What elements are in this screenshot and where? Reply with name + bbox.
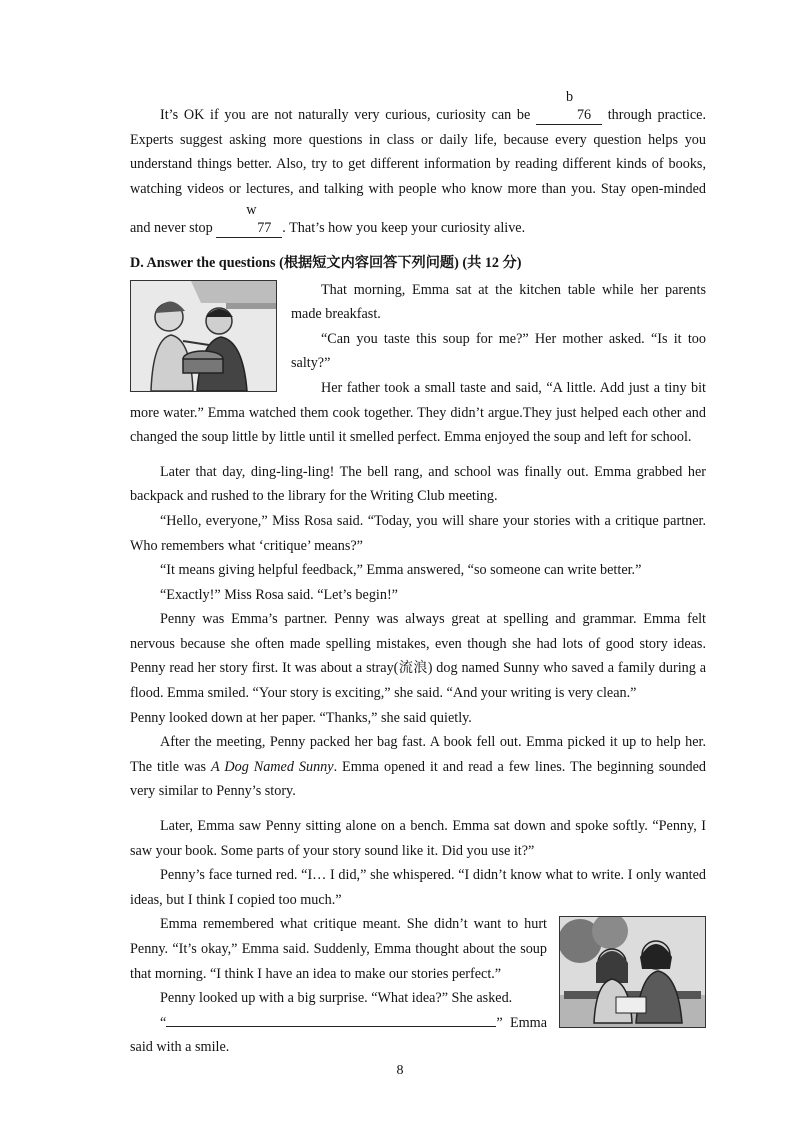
story-paragraph-1: That morning, Emma sat at the kitchen table while her parents made breakfast. [291, 281, 706, 323]
section-heading: D. Answer the questions (根据短文内容回答下列问题) (共 12 分) [130, 254, 522, 271]
story-paragraph-3: Her father took a small taste and said, “A little. Add just a tiny bit more water.” Emma watched them cook together. They didn’t argue.They just helped each other and changed the soup little by little until it smelled perfect. Emma enjoyed the soup and left for school. [130, 379, 706, 446]
story-paragraph-11: Later, Emma saw Penny sitting alone on a bench. Emma sat down and spoke softly. “Penny, I saw your book. Some parts of your story sound like it. Did you use it?” [130, 818, 706, 859]
story-paragraph-6: “It means giving helpful feedback,” Emma answered, “so someone can write better.” [160, 562, 642, 579]
intro-paragraph: It’s OK if you are not naturally very curious, curiosity can be b 76 through practice. Experts suggest asking more questions in class or daily life, because every question helps you understand things better. Also, try to get different information by reading different kinds of books, watching videos or lectures, and talking with people who know more than you. Stay open-minded and never stop w 77 . That’s how you keep your curiosity alive. [130, 89, 706, 237]
story-paragraph-8: Penny was Emma’s partner. Penny was always great at spelling and grammar. Emma felt nervous because she often made spelling mistakes, even though she had lots of good story ideas. Penny read her story first. It was about a stray(流浪) dog named Sunny who saved a family during a flood. Emma smiled. “Your story is exciting,” she said. “And your writing is very clean.” [130, 611, 706, 702]
story-paragraph-9: Penny looked down at her paper. “Thanks,” she said quietly. [130, 709, 472, 726]
story-paragraph-7: “Exactly!” Miss Rosa said. “Let’s begin!” [160, 586, 398, 603]
story-paragraph-4: Later that day, ding-ling-ling! The bell rang, and school was finally out. Emma grabbed her backpack and rushed to the library for the Writing Club meeting. [130, 463, 706, 505]
answer-blank[interactable] [166, 1012, 496, 1027]
story-paragraph-12: Penny’s face turned red. “I… I did,” she whispered. “I didn’t know what to write. I only wanted ideas, but I think I copied too much.” [130, 867, 706, 908]
story-paragraph-14: Penny looked up with a big surprise. “What idea?” She asked. [160, 990, 513, 1007]
story-paragraph-10: After the meeting, Penny packed her bag fast. A book fell out. Emma picked it up to help her. The title was A Dog Named Sunny. Emma opened it and read a few lines. The beginning sounded very similar to Penny’s story. [130, 734, 706, 800]
kitchen-family-illustration [130, 280, 277, 392]
story-paragraph-2: “Can you taste this soup for me?” Her mother asked. “Is it too salty?” [291, 330, 706, 372]
book-title: A Dog Named Sunny [211, 758, 334, 775]
blank-76[interactable]: b 76 [536, 88, 602, 125]
page-number: 8 [396, 1063, 404, 1078]
document-page [130, 88, 706, 1060]
story-paragraph-15: “ ” Emma said with a smile. [130, 1011, 706, 1060]
bench-girls-illustration [559, 916, 706, 1028]
story-paragraph-5: “Hello, everyone,” Miss Rosa said. “Today, you will share your stories with a critique partner. Who remembers what ‘critique’ means?” [130, 512, 706, 554]
blank-77[interactable]: w 77 [216, 201, 282, 238]
story-paragraph-13: Emma remembered what critique meant. She didn’t want to hurt Penny. “It’s okay,” Emma said. Suddenly, Emma thought about the soup that morning. “I think I have an idea to make our stories perfect.” [130, 916, 547, 982]
